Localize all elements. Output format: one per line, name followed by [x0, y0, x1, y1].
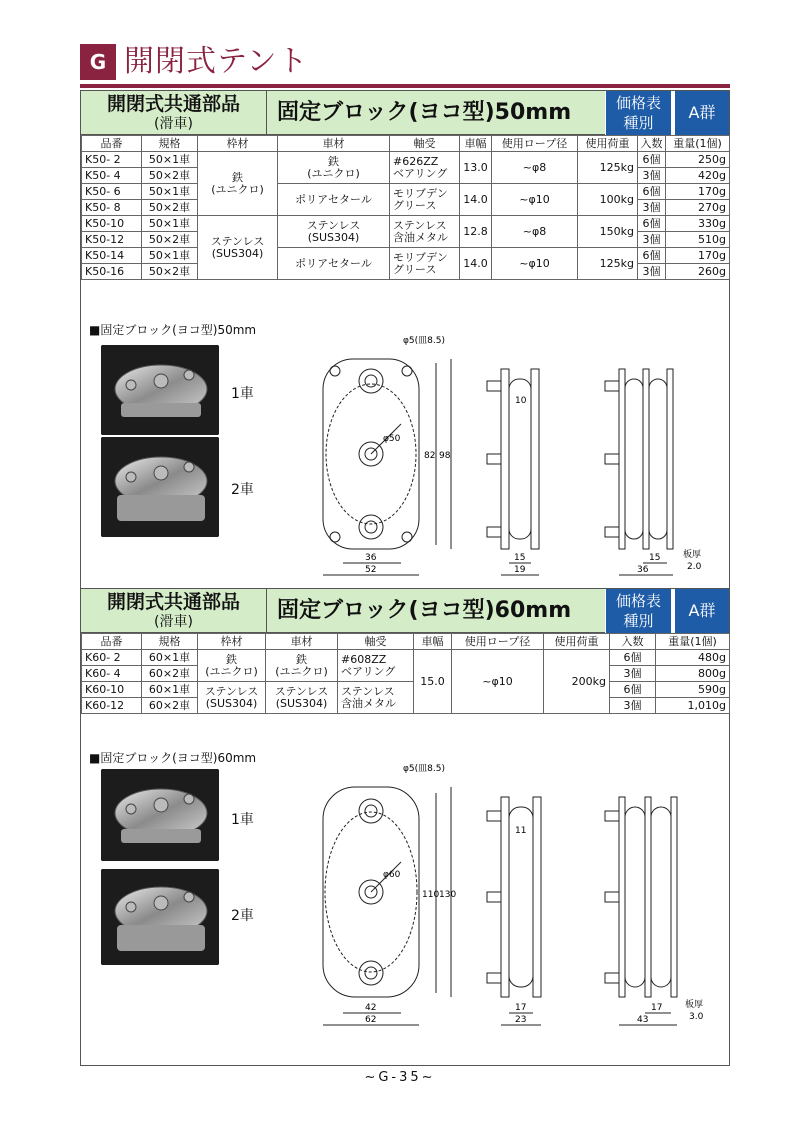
- cell-width: 15.0: [414, 650, 452, 714]
- bearing-line-2: グリース: [393, 262, 437, 276]
- bearing-line-2: グリース: [393, 198, 437, 212]
- cell-rope: ~φ10: [452, 650, 544, 714]
- col-header: 枠材: [198, 634, 266, 650]
- product-photo-single: [101, 769, 219, 861]
- page-number: ~G-35~: [364, 1070, 436, 1085]
- frame-line-1: 鉄: [232, 170, 243, 184]
- product-name: 固定ブロック(ヨコ型)50mm: [267, 91, 605, 135]
- dim-h2: 98: [439, 451, 451, 461]
- cell-qty: 6個: [638, 152, 666, 168]
- technical-drawing-50mm: [301, 331, 721, 581]
- cell-spec: 50×2車: [142, 232, 198, 248]
- cell-spec: 50×2車: [142, 168, 198, 184]
- cell-load: 150kg: [578, 216, 638, 248]
- cell-weight: 170g: [666, 248, 730, 264]
- product-name: 固定ブロック(ヨコ型)60mm: [267, 589, 605, 633]
- frame-line-1: ステンレス: [204, 684, 259, 698]
- dim-diameter: φ60: [383, 870, 401, 880]
- pulley-photo-icon: [101, 769, 219, 861]
- cell-weight: 250g: [666, 152, 730, 168]
- dim-side-b1: 15: [514, 553, 526, 563]
- col-header: 使用ロープ径: [452, 634, 544, 650]
- cell-wheel: [266, 650, 338, 682]
- cell-part-no: K50-14: [82, 248, 142, 264]
- cell-part-no: K50-10: [82, 216, 142, 232]
- photo-label-double: 2車: [231, 908, 254, 924]
- photo-label-single: 1車: [231, 812, 254, 828]
- cell-width: 14.0: [460, 248, 492, 280]
- col-header: 車幅: [414, 634, 452, 650]
- spec-table-50mm: [81, 135, 730, 280]
- cell-load: 100kg: [578, 184, 638, 216]
- cell-spec: 60×1車: [142, 650, 198, 666]
- pulley-photo-icon: [101, 345, 219, 435]
- table-row: [82, 152, 730, 168]
- frame-line-2: (SUS304): [205, 696, 258, 710]
- wheel-line-2: (SUS304): [307, 230, 360, 244]
- cell-spec: 50×1車: [142, 184, 198, 200]
- dim-diameter: φ50: [383, 434, 401, 444]
- cell-rope: ~φ8: [492, 216, 578, 248]
- bearing-line-1: モリブデン: [393, 250, 448, 264]
- bearing-line-1: #626ZZ: [393, 154, 439, 168]
- dim-hole: φ5(皿8.5): [403, 336, 445, 346]
- col-header: 軸受: [390, 136, 460, 152]
- drawing-title: ■固定ブロック(ヨコ型)60mm: [89, 751, 257, 765]
- dim-w1: 42: [365, 1003, 377, 1013]
- table-row: [82, 248, 730, 264]
- cell-part-no: K60-12: [82, 698, 142, 714]
- cell-wheel: [266, 682, 338, 714]
- cell-frame: [198, 216, 278, 280]
- bearing-line-1: ステンレス: [341, 684, 395, 698]
- dim-h1: 110: [422, 890, 440, 900]
- section-badge: G: [80, 44, 116, 80]
- col-header: 品番: [82, 634, 142, 650]
- cell-part-no: K60-10: [82, 682, 142, 698]
- cell-part-no: K50- 8: [82, 200, 142, 216]
- cell-part-no: K50- 2: [82, 152, 142, 168]
- table-row: [82, 682, 730, 698]
- price-label-1: 価格表: [615, 94, 661, 112]
- panel-title-row: [81, 589, 729, 633]
- cell-bearing: [390, 152, 460, 184]
- col-header: 重量(1個): [666, 136, 730, 152]
- col-header: 使用荷重: [544, 634, 610, 650]
- col-header: 使用ロープ径: [492, 136, 578, 152]
- cell-rope: ~φ8: [492, 152, 578, 184]
- drawing-title: ■固定ブロック(ヨコ型)50mm: [89, 323, 257, 337]
- wheel-line-1: ステンレス: [306, 218, 361, 232]
- col-header: 入数: [610, 634, 656, 650]
- cell-qty: 6個: [638, 216, 666, 232]
- cell-weight: 510g: [666, 232, 730, 248]
- cell-wheel: [278, 216, 390, 248]
- col-header: 車幅: [460, 136, 492, 152]
- cell-bearing: [338, 650, 414, 682]
- col-header: 車材: [266, 634, 338, 650]
- cell-bearing: [390, 248, 460, 280]
- product-panel-50mm: [80, 90, 730, 590]
- dim-w2: 52: [365, 565, 377, 575]
- cell-weight: 1,010g: [656, 698, 730, 714]
- table-header-row: [82, 136, 730, 152]
- cell-weight: 270g: [666, 200, 730, 216]
- dim-double-b1: 17: [651, 1003, 663, 1013]
- product-photo-double: [101, 437, 219, 537]
- spec-table-60mm: [81, 633, 730, 714]
- cell-part-no: K60- 2: [82, 650, 142, 666]
- cell-part-no: K50-16: [82, 264, 142, 280]
- header-divider: [80, 84, 730, 88]
- cell-rope: ~φ10: [492, 248, 578, 280]
- cell-bearing: [338, 682, 414, 714]
- table-header-row: [82, 634, 730, 650]
- cell-weight: 800g: [656, 666, 730, 682]
- dim-double-b1: 15: [649, 553, 661, 563]
- cell-wheel: ポリアセタール: [278, 184, 390, 216]
- cell-wheel: [278, 152, 390, 184]
- wheel-line-2: (ユニクロ): [307, 166, 360, 180]
- page-header: [80, 40, 730, 84]
- dim-side-b2: 19: [514, 565, 526, 575]
- cell-weight: 590g: [656, 682, 730, 698]
- cell-spec: 50×1車: [142, 248, 198, 264]
- cell-width: 13.0: [460, 152, 492, 184]
- cell-qty: 3個: [638, 232, 666, 248]
- category-sub: (滑車): [154, 116, 193, 132]
- cell-qty: 6個: [610, 682, 656, 698]
- col-header: 重量(1個): [656, 634, 730, 650]
- category-name: 開閉式共通部品: [106, 591, 240, 613]
- photo-label-single: 1車: [231, 386, 254, 402]
- cell-part-no: K50-12: [82, 232, 142, 248]
- category-sub: (滑車): [154, 614, 193, 630]
- table-row: [82, 216, 730, 232]
- cell-qty: 6個: [638, 248, 666, 264]
- dim-hole: φ5(皿8.5): [403, 764, 445, 774]
- cell-spec: 50×2車: [142, 200, 198, 216]
- panel-title-row: [81, 91, 729, 135]
- wheel-line-1: ステンレス: [274, 684, 329, 698]
- col-header: 品番: [82, 136, 142, 152]
- price-label-1: 価格表: [615, 592, 661, 610]
- frame-line-2: (ユニクロ): [205, 664, 258, 678]
- col-header: 軸受: [338, 634, 414, 650]
- cell-qty: 3個: [638, 168, 666, 184]
- cell-weight: 170g: [666, 184, 730, 200]
- dim-h1: 82: [424, 451, 436, 461]
- col-header: 車材: [278, 136, 390, 152]
- bearing-line-1: #608ZZ: [341, 652, 387, 666]
- plate-thickness-value: 3.0: [689, 1012, 704, 1022]
- photo-label-double: 2車: [231, 482, 254, 498]
- product-photo-double: [101, 869, 219, 965]
- bearing-line-2: 含油メタル: [393, 230, 448, 244]
- cell-qty: 3個: [610, 698, 656, 714]
- price-group: A群: [673, 91, 729, 135]
- cell-load: 125kg: [578, 248, 638, 280]
- table-row: [82, 650, 730, 666]
- cell-qty: 6個: [638, 184, 666, 200]
- frame-line-2: (SUS304): [211, 246, 264, 260]
- dim-double-b2: 43: [637, 1015, 649, 1025]
- dim-h2: 130: [439, 890, 457, 900]
- technical-drawing-60mm: [301, 757, 721, 1037]
- cell-part-no: K50- 4: [82, 168, 142, 184]
- cell-width: 12.8: [460, 216, 492, 248]
- cell-weight: 260g: [666, 264, 730, 280]
- wheel-line-1: 鉄: [328, 154, 339, 168]
- dim-side-width: 11: [515, 826, 527, 836]
- bearing-line-2: ベアリング: [341, 664, 396, 678]
- dim-side-b2: 23: [515, 1015, 527, 1025]
- cell-bearing: [390, 216, 460, 248]
- dim-double-b2: 36: [637, 565, 649, 575]
- pulley-photo-icon: [101, 437, 219, 537]
- frame-line-1: 鉄: [226, 652, 237, 666]
- col-header: 使用荷重: [578, 136, 638, 152]
- cell-part-no: K50- 6: [82, 184, 142, 200]
- bearing-line-2: ベアリング: [393, 166, 448, 180]
- bearing-line-1: モリブデン: [393, 186, 448, 200]
- cell-spec: 60×2車: [142, 666, 198, 682]
- cell-frame: [198, 650, 266, 682]
- cell-load: 125kg: [578, 152, 638, 184]
- wheel-line-2: (ユニクロ): [275, 664, 328, 678]
- category-box: [81, 589, 267, 633]
- cell-qty: 3個: [638, 264, 666, 280]
- cell-spec: 50×1車: [142, 216, 198, 232]
- price-label-2: 種別: [623, 114, 654, 132]
- product-photo-single: [101, 345, 219, 435]
- frame-line-1: ステンレス: [210, 234, 265, 248]
- price-group: A群: [673, 589, 729, 633]
- price-type-box: [605, 91, 671, 135]
- dim-side-b1: 17: [515, 1003, 527, 1013]
- pulley-photo-icon: [101, 869, 219, 965]
- plate-thickness-label: 板厚: [683, 550, 702, 560]
- category-box: [81, 91, 267, 135]
- col-header: 規格: [142, 634, 198, 650]
- cell-qty: 3個: [610, 666, 656, 682]
- cell-part-no: K60- 4: [82, 666, 142, 682]
- price-type-box: [605, 589, 671, 633]
- category-name: 開閉式共通部品: [106, 93, 240, 115]
- cell-qty: 6個: [610, 650, 656, 666]
- page-title: 開閉式テント: [124, 44, 309, 79]
- col-header: 枠材: [198, 136, 278, 152]
- dim-w2: 62: [365, 1015, 377, 1025]
- bearing-line-2: 含油メタル: [341, 696, 396, 710]
- cell-spec: 50×2車: [142, 264, 198, 280]
- dim-w1: 36: [365, 553, 377, 563]
- col-header: 規格: [142, 136, 198, 152]
- price-label-2: 種別: [623, 612, 654, 630]
- cell-qty: 3個: [638, 200, 666, 216]
- wheel-line-2: (SUS304): [275, 696, 328, 710]
- cell-spec: 60×2車: [142, 698, 198, 714]
- cell-wheel: ポリアセタール: [278, 248, 390, 280]
- cell-frame: [198, 152, 278, 216]
- col-header: 入数: [638, 136, 666, 152]
- cell-frame: [198, 682, 266, 714]
- dim-side-width: 10: [515, 396, 527, 406]
- table-row: [82, 184, 730, 200]
- product-panel-60mm: [80, 588, 730, 1066]
- plate-thickness-value: 2.0: [687, 562, 702, 572]
- cell-rope: ~φ10: [492, 184, 578, 216]
- bearing-line-1: ステンレス: [393, 218, 447, 232]
- cell-load: 200kg: [544, 650, 610, 714]
- cell-spec: 50×1車: [142, 152, 198, 168]
- plate-thickness-label: 板厚: [685, 1000, 704, 1010]
- cell-width: 14.0: [460, 184, 492, 216]
- cell-bearing: [390, 184, 460, 216]
- cell-weight: 420g: [666, 168, 730, 184]
- cell-spec: 60×1車: [142, 682, 198, 698]
- cell-weight: 330g: [666, 216, 730, 232]
- cell-weight: 480g: [656, 650, 730, 666]
- frame-line-2: (ユニクロ): [211, 182, 264, 196]
- wheel-line-1: 鉄: [296, 652, 307, 666]
